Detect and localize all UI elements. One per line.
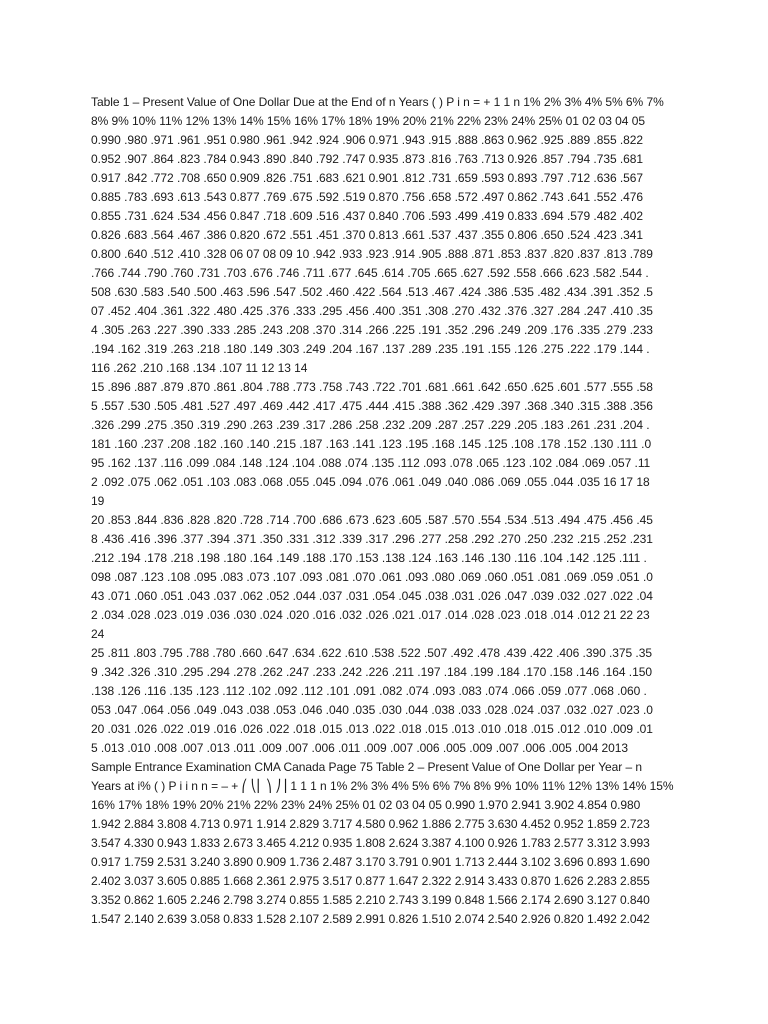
document-text-line: 2 .034 .028 .023 .019 .036 .030 .024 .020 .016 .032 .026 .021 .017 .014 .028 .023 .018 .014 .012 21 22 23 [91,608,650,622]
document-text-line: 16% 17% 18% 19% 20% 21% 22% 23% 24% 25% 01 02 03 04 05 0.990 1.970 2.941 3.902 4.854 0.980 [91,798,641,812]
document-text-block [91,93,681,929]
document-text-line: 9 .342 .326 .310 .295 .294 .278 .262 .247 .233 .242 .226 .211 .197 .184 .199 .184 .170 .158 .146 .164 .150 [91,665,652,679]
document-text-line: 0.855 .731 .624 .534 .456 0.847 .718 .609 .516 .437 0.840 .706 .593 .499 .419 0.833 .694 .579 .482 .402 [91,209,644,223]
document-text-line: 3.352 0.862 1.605 2.246 2.798 3.274 0.855 1.585 2.210 2.743 3.199 0.848 1.566 2.174 2.690 3.127 0.840 [91,893,650,907]
document-text-line: .326 .299 .275 .350 .319 .290 .263 .239 .317 .286 .258 .232 .209 .287 .257 .229 .205 .183 .261 .231 .204 . [91,418,650,432]
document-text-line: 8% 9% 10% 11% 12% 13% 14% 15% 16% 17% 18% 19% 20% 21% 22% 23% 24% 25% 01 02 03 04 05 [91,114,645,128]
document-text-line: .766 .744 .790 .760 .731 .703 .676 .746 .711 .677 .645 .614 .705 .665 .627 .592 .558 .666 .623 .582 .544 . [91,266,649,280]
document-text-line: .194 .162 .319 .263 .218 .180 .149 .303 .249 .204 .167 .137 .289 .235 .191 .155 .126 .275 .222 .179 .144 . [91,342,650,356]
document-text-line: 5 .013 .010 .008 .007 .013 .011 .009 .007 .006 .011 .009 .007 .006 .005 .009 .007 .006 .005 .004 2013 [91,741,628,755]
document-text-line: Sample Entrance Examination CMA Canada Page 75 Table 2 – Present Value of One Dollar per Year – n [91,760,643,774]
document-text-line: 116 .262 .210 .168 .134 .107 11 12 13 14 [91,361,308,375]
document-text-line: 0.885 .783 .693 .613 .543 0.877 .769 .675 .592 .519 0.870 .756 .658 .572 .497 0.862 .743 .641 .552 .476 [91,190,644,204]
document-text-line: 20 .031 .026 .022 .019 .016 .026 .022 .018 .015 .013 .022 .018 .015 .013 .010 .018 .015 .012 .010 .009 .01 [91,722,653,736]
document-text-line: 0.952 .907 .864 .823 .784 0.943 .890 .840 .792 .747 0.935 .873 .816 .763 .713 0.926 .857 .794 .735 .681 [91,152,644,166]
document-text-line: .138 .126 .116 .135 .123 .112 .102 .092 .112 .101 .091 .082 .074 .093 .083 .074 .066 .059 .077 .068 .060 . [91,684,647,698]
document-text-line: Years at i% ( ) P i i n n = – + ⎛ ⎝⎜ ⎞ ⎠⎟ 1 1 1 n 1% 2% 3% 4% 5% 6% 7% 8% 9% 10% 11% 12% 13% 14% 15% [91,779,674,793]
document-text-line: 07 .452 .404 .361 .322 .480 .425 .376 .333 .295 .456 .400 .351 .308 .270 .432 .376 .327 .284 .247 .410 .35 [91,304,653,318]
document-text-line: 0.990 .980 .971 .961 .951 0.980 .961 .942 .924 .906 0.971 .943 .915 .888 .863 0.962 .925 .889 .855 .822 [91,133,644,147]
document-text-line: 19 [91,494,105,508]
document-text-line: .212 .194 .178 .218 .198 .180 .164 .149 .188 .170 .153 .138 .124 .163 .146 .130 .116 .104 .142 .125 .111 . [91,551,647,565]
document-text-line: 25 .811 .803 .795 .788 .780 .660 .647 .634 .622 .610 .538 .522 .507 .492 .478 .439 .422 .406 .390 .375 .35 [91,646,652,660]
document-text-line: 15 .896 .887 .879 .870 .861 .804 .788 .773 .758 .743 .722 .701 .681 .661 .642 .650 .625 .601 .577 .555 .58 [91,380,653,394]
document-text-line: 24 [91,627,105,641]
document-text-line: 181 .160 .237 .208 .182 .160 .140 .215 .187 .163 .141 .123 .195 .168 .145 .125 .108 .178 .152 .130 .111 .0 [91,437,652,451]
document-text-line: 95 .162 .137 .116 .099 .084 .148 .124 .104 .088 .074 .135 .112 .093 .078 .065 .123 .102 .084 .069 .057 .11 [91,456,651,470]
document-text-line: 1.547 2.140 2.639 3.058 0.833 1.528 2.107 2.589 2.991 0.826 1.510 2.074 2.540 2.926 0.820 1.492 2.042 [91,912,650,926]
document-text-line: 5 .557 .530 .505 .481 .527 .497 .469 .442 .417 .475 .444 .415 .388 .362 .429 .397 .368 .340 .315 .388 .356 [91,399,653,413]
document-text-line: 4 .305 .263 .227 .390 .333 .285 .243 .208 .370 .314 .266 .225 .191 .352 .296 .249 .209 .176 .335 .279 .233 [91,323,653,337]
document-text-line: 43 .071 .060 .051 .043 .037 .062 .052 .044 .037 .031 .054 .045 .038 .031 .026 .047 .039 .032 .027 .022 .04 [91,589,653,603]
document-text-line: 20 .853 .844 .836 .828 .820 .728 .714 .700 .686 .673 .623 .605 .587 .570 .554 .534 .513 .494 .475 .456 .45 [91,513,653,527]
document-text-line: 8 .436 .416 .396 .377 .394 .371 .350 .331 .312 .339 .317 .296 .277 .258 .292 .270 .250 .232 .215 .252 .231 [91,532,653,546]
document-text-line: 1.942 2.884 3.808 4.713 0.971 1.914 2.829 3.717 4.580 0.962 1.886 2.775 3.630 4.452 0.952 1.859 2.723 [91,817,650,831]
document-text-line: 098 .087 .123 .108 .095 .083 .073 .107 .093 .081 .070 .061 .093 .080 .069 .060 .051 .081 .069 .059 .051 .0 [91,570,653,584]
document-text-line: Table 1 – Present Value of One Dollar Due at the End of n Years ( ) P i n = + 1 1 n 1% 2% 3% 4% 5% 6% 7% [91,95,664,109]
document-text-line: 2 .092 .075 .062 .051 .103 .083 .068 .055 .045 .094 .076 .061 .049 .040 .086 .069 .055 .044 .035 16 17 18 [91,475,650,489]
document-text-line: 0.917 1.759 2.531 3.240 3.890 0.909 1.736 2.487 3.170 3.791 0.901 1.713 2.444 3.102 3.696 0.893 1.690 [91,855,650,869]
document-text-line: 3.547 4.330 0.943 1.833 2.673 3.465 4.212 0.935 1.808 2.624 3.387 4.100 0.926 1.783 2.577 3.312 3.993 [91,836,650,850]
document-text-line: 0.826 .683 .564 .467 .386 0.820 .672 .551 .451 .370 0.813 .661 .537 .437 .355 0.806 .650 .524 .423 .341 [91,228,644,242]
document-text-line: 2.402 3.037 3.605 0.885 1.668 2.361 2.975 3.517 0.877 1.647 2.322 2.914 3.433 0.870 1.626 2.283 2.855 [91,874,650,888]
document-text-line: 053 .047 .064 .056 .049 .043 .038 .053 .046 .040 .035 .030 .044 .038 .033 .028 .024 .037 .032 .027 .023 .0 [91,703,653,717]
document-text-line: 0.800 .640 .512 .410 .328 06 07 08 09 10 .942 .933 .923 .914 .905 .888 .871 .853 .837 .820 .837 .813 .789 [91,247,653,261]
document-text-line: 0.917 .842 .772 .708 .650 0.909 .826 .751 .683 .621 0.901 .812 .731 .659 .593 0.893 .797 .712 .636 .567 [91,171,644,185]
document-text-line: 508 .630 .583 .540 .500 .463 .596 .547 .502 .460 .422 .564 .513 .467 .424 .386 .535 .482 .434 .391 .352 .5 [91,285,653,299]
